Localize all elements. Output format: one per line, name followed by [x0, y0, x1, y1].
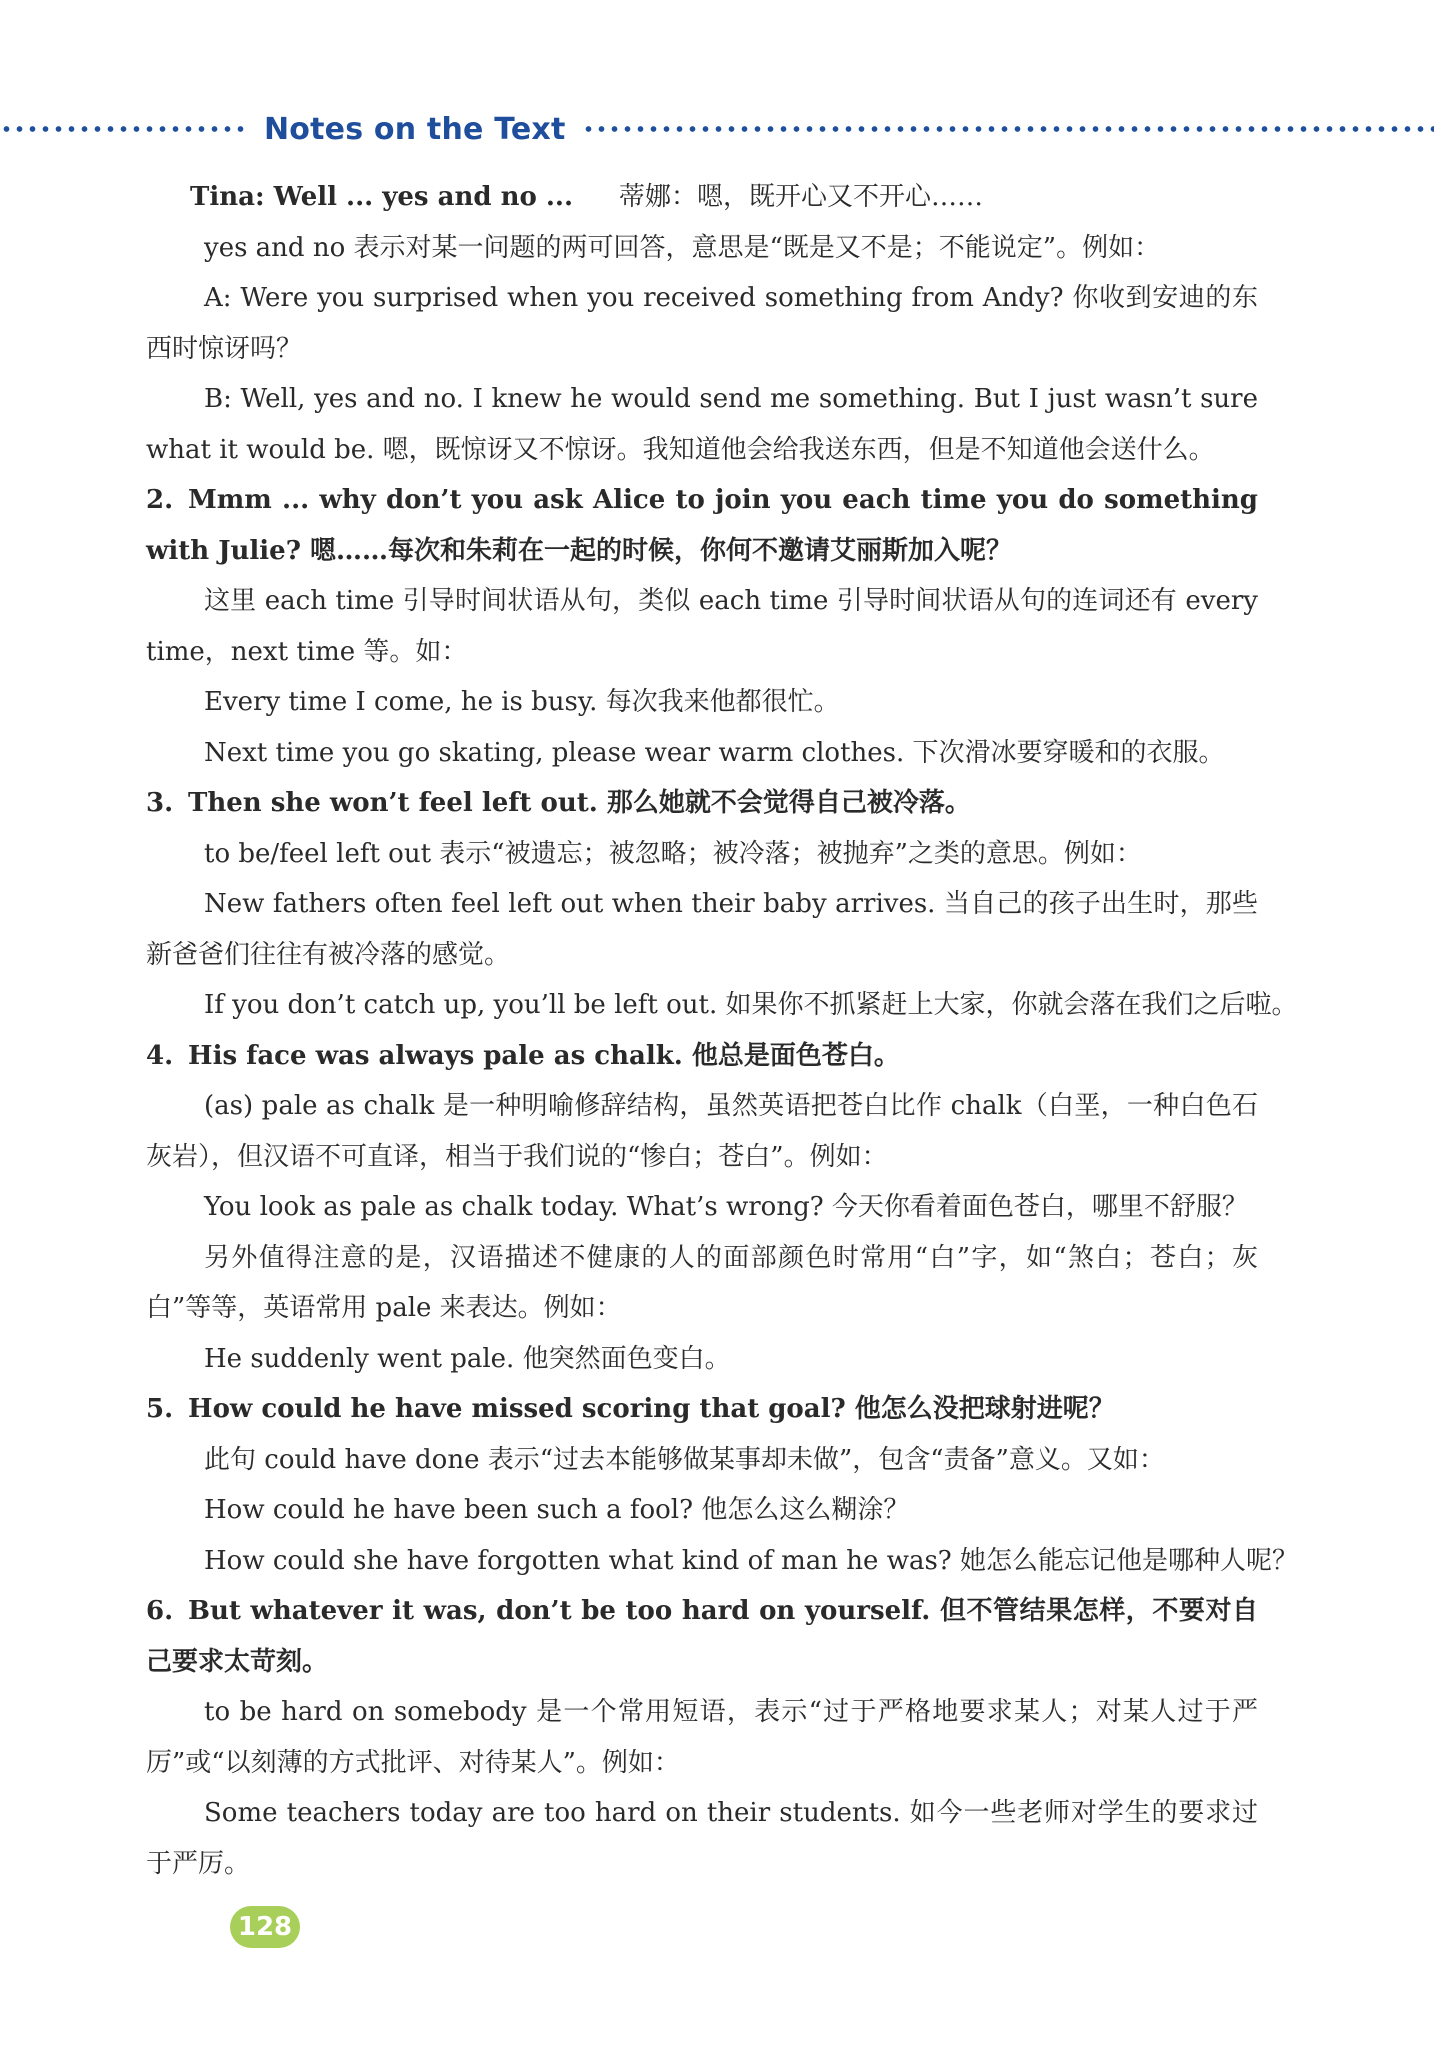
note2-heading: [146, 475, 1258, 576]
note5-heading: [146, 1384, 1258, 1435]
note3-heading: [146, 778, 1258, 829]
tina-quote: [146, 172, 1258, 223]
note2-example-1: Every time I come, he is busy. 每次我来他都很忙。: [204, 687, 840, 717]
note5-example-2: How could she have forgotten what kind of man he was? 她怎么能忘记他是哪种人呢？: [204, 1545, 1298, 1576]
note2-number: 2.: [146, 485, 174, 515]
note4-heading: [146, 1031, 1258, 1082]
note5-heading-text: How could he have missed scoring that goal? 他怎么没把球射进呢？: [188, 1394, 1115, 1424]
note3-heading-text: Then she won’t feel left out. 那么她就不会觉得自己被冷落。: [188, 788, 971, 818]
notes-content: [146, 172, 1298, 1889]
note3-explain: to be/feel left out 表示“被遗忘；被忽略；被冷落；被抛弃”之类的意思。例如：: [204, 838, 1142, 869]
note4-explain: (as) pale as chalk 是一种明喻修辞结构，虽然英语把苍白比作 chalk（白垩，一种白色石灰岩），但汉语不可直译，相当于我们说的“惨白；苍白”。例如：: [146, 1091, 1258, 1172]
note2-example-2: Next time you go skating, please wear warm clothes. 下次滑冰要穿暖和的衣服。: [204, 737, 1225, 768]
note3-example-1: New fathers often feel left out when their baby arrives. 当自己的孩子出生时，那些新爸爸们往往有被冷落的感觉。: [146, 889, 1258, 970]
section-title: Notes on the Text: [264, 111, 566, 147]
note3-number: 3.: [146, 788, 174, 818]
header-dots-right: [582, 126, 1434, 132]
note1-explain: yes and no 表示对某一问题的两可回答，意思是“既是又不是；不能说定”。例如：: [204, 232, 1161, 263]
note6-explain: to be hard on somebody 是一个常用短语，表示“过于严格地要求某人；对某人过于严厉”或“以刻薄的方式批评、对待某人”。例如：: [146, 1697, 1258, 1778]
note1-example-b: B: Well, yes and no. I knew he would send me something. But I just wasn’t sure what it would be. 嗯，既惊讶又不惊讶。我知道他会给我送东西，但是不知道他会送什么。: [146, 384, 1258, 465]
note6-number: 6.: [146, 1596, 174, 1626]
header-dots-left: [0, 126, 250, 132]
note4-heading-text: His face was always pale as chalk. 他总是面色苍白。: [188, 1040, 900, 1071]
note6-example-1: Some teachers today are too hard on their students. 如今一些老师对学生的要求过于严厉。: [146, 1798, 1258, 1879]
note3-example-2: If you don’t catch up, you’ll be left out. 如果你不抓紧赶上大家，你就会落在我们之后啦。: [204, 990, 1298, 1020]
note2-explain: 这里 each time 引导时间状语从句，类似 each time 引导时间状语从句的连词还有 every time，next time 等。如：: [146, 586, 1258, 667]
note5-explain: 此句 could have done 表示“过去本能够做某事却未做”，包含“责备”意义。又如：: [204, 1444, 1165, 1475]
tina-quote-cn: 蒂娜：嗯，既开心又不开心……: [619, 182, 984, 212]
note5-number: 5.: [146, 1394, 174, 1424]
note1-example-a: A: Were you surprised when you received something from Andy? 你收到安迪的东西时惊讶吗？: [146, 283, 1258, 364]
note6-heading: [146, 1586, 1258, 1687]
note4-explain-2: 另外值得注意的是，汉语描述不健康的人的面部颜色时常用“白”字，如“煞白；苍白；灰白”等等，英语常用 pale 来表达。例如：: [146, 1242, 1258, 1323]
note4-number: 4.: [146, 1040, 174, 1071]
tina-quote-en: Tina: Well ... yes and no ...: [190, 182, 574, 212]
section-header: [0, 108, 1434, 150]
note2-heading-text: Mmm ... why don’t you ask Alice to join you each time you do something with Julie? 嗯……每次和朱莉在一起的时候，你何不邀请艾丽斯加入呢？: [146, 485, 1258, 566]
note4-example-1: You look as pale as chalk today. What’s wrong? 今天你看着面色苍白，哪里不舒服？: [204, 1192, 1248, 1222]
note6-heading-text: But whatever it was, don’t be too hard on yourself. 但不管结果怎样，不要对自己要求太苛刻。: [146, 1596, 1258, 1677]
note4-example-2: He suddenly went pale. 他突然面色变白。: [204, 1343, 731, 1374]
note5-example-1: How could he have been such a fool? 他怎么这么糊涂？: [204, 1495, 910, 1525]
page-number: 128: [230, 1906, 300, 1948]
